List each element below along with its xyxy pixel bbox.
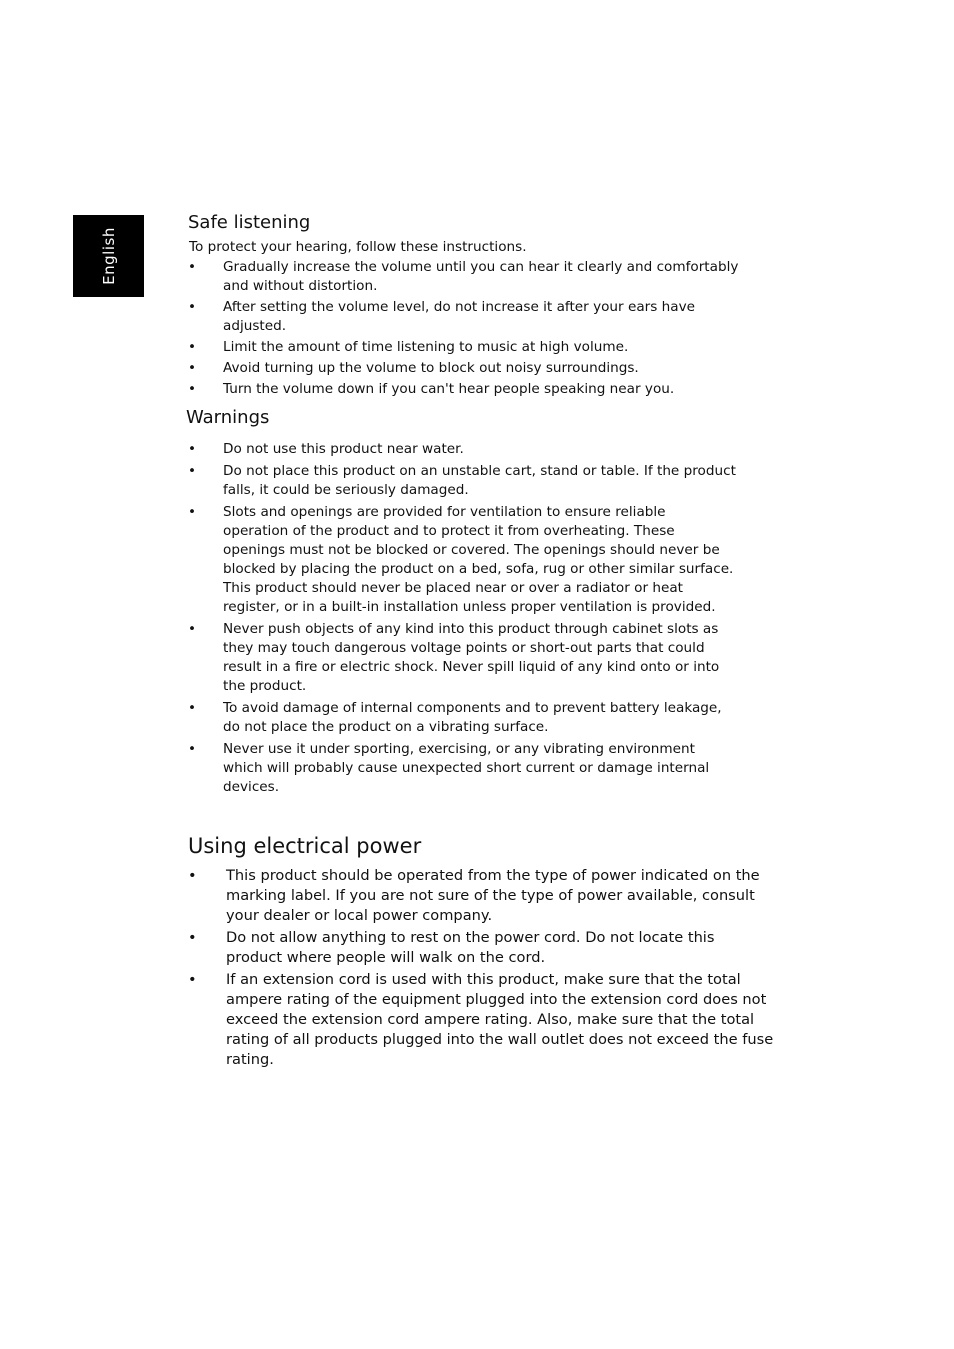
list-item-text: rating of all products plugged into the wall outlet does not exceed the fuse: [226, 1031, 774, 1048]
bullet-icon: •: [188, 867, 197, 884]
list-item-text: Slots and openings are provided for ventilation to ensure reliable: [223, 504, 666, 520]
safe-listening-list: [0, 258, 800, 399]
list-item-text: Never use it under sporting, exercising, or any vibrating environment: [223, 741, 695, 757]
electrical-power-list: [0, 866, 800, 1070]
list-item-text: This product should be operated from the type of power indicated on the: [226, 867, 760, 884]
list-item: [0, 503, 800, 617]
list-item: [0, 298, 800, 336]
list-item-text: exceed the extension cord ampere rating. Also, make sure that the total: [226, 1011, 755, 1028]
bullet-icon: •: [188, 360, 197, 376]
list-item-text: This product should never be placed near or over a radiator or heat: [223, 580, 684, 596]
list-item-text: Never push objects of any kind into this product through cabinet slots as: [223, 621, 719, 637]
list-item: [0, 338, 800, 357]
bullet-icon: •: [188, 299, 197, 315]
list-item-text: Turn the volume down if you can't hear people speaking near you.: [223, 381, 675, 397]
list-item-text: they may touch dangerous voltage points or short-out parts that could: [223, 640, 705, 656]
list-item-text: adjusted.: [223, 318, 287, 334]
list-item-text: product where people will walk on the cord.: [226, 949, 546, 966]
list-item-text: If an extension cord is used with this product, make sure that the total: [226, 971, 741, 988]
list-item-text: result in a fire or electric shock. Never spill liquid of any kind onto or into: [223, 659, 720, 675]
list-item: [0, 462, 800, 500]
bullet-icon: •: [188, 929, 197, 946]
list-item-text: blocked by placing the product on a bed, sofa, rug or other similar surface.: [223, 561, 734, 577]
list-item-text: Do not place this product on an unstable cart, stand or table. If the product: [223, 463, 736, 479]
list-item-text: To avoid damage of internal components and to prevent battery leakage,: [223, 700, 722, 716]
language-label: English: [100, 227, 118, 285]
bullet-icon: •: [188, 259, 197, 275]
list-item-text: openings must not be blocked or covered. The openings should never be: [223, 542, 720, 558]
bullet-icon: •: [188, 741, 197, 757]
list-item-text: marking label. If you are not sure of the type of power available, consult: [226, 887, 755, 904]
list-item: [0, 970, 800, 1070]
bullet-icon: •: [188, 700, 197, 716]
list-item-text: operation of the product and to protect it from overheating. These: [223, 523, 675, 539]
list-item: [0, 866, 800, 926]
list-item-text: which will probably cause unexpected short current or damage internal: [223, 760, 710, 776]
list-item-text: do not place the product on a vibrating surface.: [223, 719, 549, 735]
bullet-icon: •: [188, 441, 197, 457]
bullet-icon: •: [188, 621, 197, 637]
list-item: [0, 740, 800, 797]
bullet-icon: •: [188, 971, 197, 988]
safe-listening-intro: To protect your hearing, follow these instructions.: [189, 239, 527, 255]
bullet-icon: •: [188, 504, 197, 520]
list-item: [0, 258, 800, 296]
list-item-text: devices.: [223, 779, 280, 795]
list-item-text: ampere rating of the equipment plugged into the extension cord does not: [226, 991, 767, 1008]
list-item: [0, 380, 800, 399]
list-item: [0, 699, 800, 737]
list-item-text: Gradually increase the volume until you can hear it clearly and comfortably: [223, 259, 739, 275]
list-item-text: your dealer or local power company.: [226, 907, 493, 924]
warnings-heading: Warnings: [186, 407, 270, 428]
safe-listening-heading: Safe listening: [188, 212, 311, 233]
list-item: [0, 440, 800, 459]
list-item: [0, 928, 800, 968]
list-item-text: Do not use this product near water.: [223, 441, 464, 457]
warnings-list: [0, 440, 800, 797]
list-item-text: register, or in a built-in installation unless proper ventilation is provided.: [223, 599, 716, 615]
list-item-text: rating.: [226, 1051, 274, 1068]
electrical-power-heading: Using electrical power: [188, 834, 422, 858]
bullet-icon: •: [188, 381, 197, 397]
list-item-text: Do not allow anything to rest on the power cord. Do not locate this: [226, 929, 715, 946]
list-item-text: the product.: [223, 678, 307, 694]
list-item-text: falls, it could be seriously damaged.: [223, 482, 469, 498]
list-item-text: and without distortion.: [223, 278, 378, 294]
bullet-icon: •: [188, 339, 197, 355]
list-item-text: Limit the amount of time listening to music at high volume.: [223, 339, 629, 355]
list-item-text: Avoid turning up the volume to block out noisy surroundings.: [223, 360, 639, 376]
bullet-icon: •: [188, 463, 197, 479]
list-item: [0, 359, 800, 378]
list-item: [0, 620, 800, 696]
list-item-text: After setting the volume level, do not increase it after your ears have: [223, 299, 695, 315]
